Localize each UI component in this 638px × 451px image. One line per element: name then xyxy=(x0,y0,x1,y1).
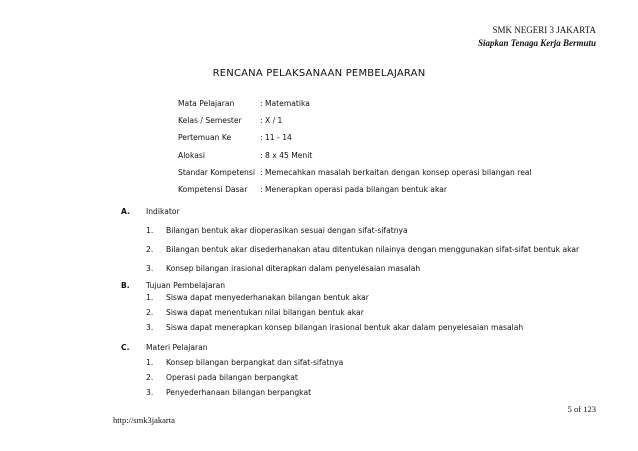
item-text: Siswa dapat menentukan nilai bilangan bentuk akar xyxy=(166,308,364,317)
list-item xyxy=(146,264,420,273)
meta-table xyxy=(178,99,532,202)
meta-label: Pertemuan Ke xyxy=(178,133,232,143)
meta-row xyxy=(178,99,532,116)
meta-row xyxy=(178,151,532,168)
item-number: 2. xyxy=(146,308,154,317)
meta-value: : Menerapkan operasi pada bilangan bentuk akar xyxy=(260,184,447,194)
list-item xyxy=(146,323,523,332)
meta-label: Alokasi xyxy=(178,150,205,160)
list-item xyxy=(146,293,369,302)
item-number: 2. xyxy=(146,373,154,382)
item-text: Konsep bilangan berpangkat dan sifat-sifatnya xyxy=(166,358,344,367)
section-letter: A. xyxy=(121,207,130,216)
item-text: Siswa dapat menyederhanakan bilangan bentuk akar xyxy=(166,293,369,302)
meta-label: Kelas / Semester xyxy=(178,116,242,126)
list-item xyxy=(146,373,298,382)
header-school: SMK NEGERI 3 JAKARTA xyxy=(492,25,596,35)
page-number: 5 of 123 xyxy=(567,404,596,414)
item-number: 3. xyxy=(146,388,154,397)
list-item xyxy=(146,245,579,254)
meta-row xyxy=(178,133,532,150)
list-item xyxy=(146,388,311,397)
item-number: 1. xyxy=(146,226,154,235)
meta-label: Mata Pelajaran xyxy=(178,99,235,108)
item-number: 2. xyxy=(146,245,154,254)
list-item xyxy=(146,308,364,317)
list-item xyxy=(146,358,343,367)
meta-value: : 11 - 14 xyxy=(260,133,292,143)
section-letter: B. xyxy=(121,281,130,290)
meta-value: : 8 x 45 Menit xyxy=(260,150,313,160)
meta-label: Standar Kompetensi xyxy=(178,167,255,177)
header-motto: Siapkan Tenaga Kerja Bermutu xyxy=(478,38,596,48)
item-text: Penyederhanaan bilangan berpangkat xyxy=(166,388,312,397)
section-title: Indikator xyxy=(146,207,180,216)
meta-value: : Matematika xyxy=(260,99,310,108)
section-title: Tujuan Pembelajaran xyxy=(146,281,226,290)
meta-row xyxy=(178,168,532,185)
section-letter: C. xyxy=(121,343,130,352)
meta-value: : Memecahkan masalah berkaitan dengan konsep operasi bilangan real xyxy=(260,167,532,177)
item-text: Bilangan bentuk akar disederhanakan atau ditentukan nilainya dengan menggunakan sifat-sifat bentuk akar xyxy=(166,245,580,254)
footer-url: http://smk3jakarta xyxy=(113,415,175,425)
item-number: 3. xyxy=(146,323,154,332)
item-text: Bilangan bentuk akar dioperasikan sesuai dengan sifat-sifatnya xyxy=(166,226,408,235)
list-item xyxy=(146,226,408,235)
item-number: 1. xyxy=(146,358,154,367)
item-text: Siswa dapat menerapkan konsep bilangan irasional bentuk akar dalam penyelesaian masalah xyxy=(166,323,524,332)
item-number: 3. xyxy=(146,264,154,273)
section-title: Materi Pelajaran xyxy=(146,343,208,352)
item-text: Konsep bilangan irasional diterapkan dalam penyelesaian masalah xyxy=(166,264,421,273)
meta-label: Kompetensi Dasar xyxy=(178,184,248,194)
meta-row xyxy=(178,116,532,133)
item-number: 1. xyxy=(146,293,154,302)
document-title: RENCANA PELAKSANAAN PEMBELAJARAN xyxy=(212,68,426,79)
meta-row xyxy=(178,185,532,202)
item-text: Operasi pada bilangan berpangkat xyxy=(166,373,298,382)
meta-value: : X / 1 xyxy=(260,116,283,126)
